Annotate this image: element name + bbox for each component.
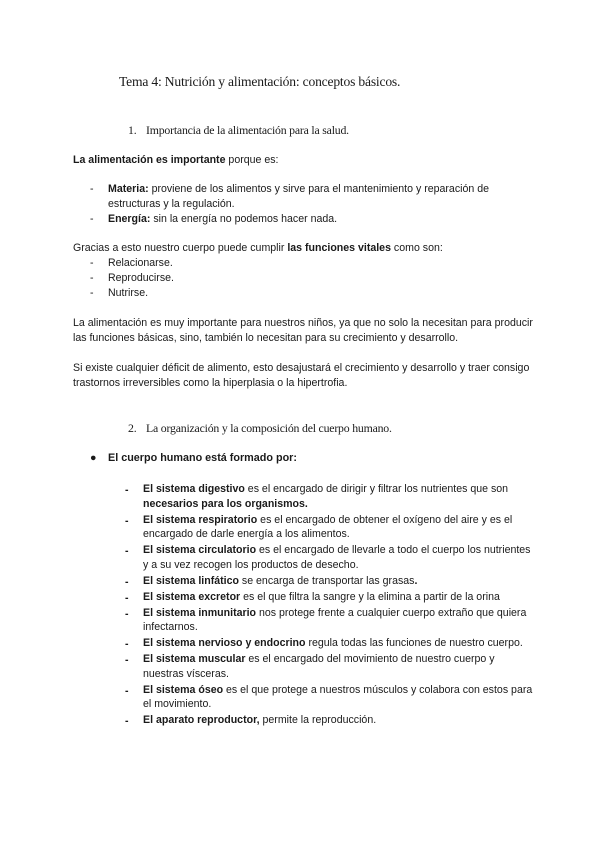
list-item bbox=[125, 513, 535, 542]
paragraph-deficit: Si existe cualquier déficit de alimento, esto desajustará el crecimiento y desarrollo y traer consigo trastornos irreversibles como la hiperplasia o la hipertrofia. bbox=[73, 362, 530, 389]
system-description: es el encargado de dirigir y filtrar los nutrientes que son bbox=[244, 483, 509, 495]
intro-line bbox=[73, 153, 533, 168]
dash-marker: - bbox=[90, 287, 94, 299]
system-description: nos protege frente a cualquier cuerpo extraño que quiera infectarnos. bbox=[143, 606, 527, 634]
gracias-line bbox=[73, 241, 533, 256]
dash-marker: - bbox=[125, 638, 129, 651]
system-name: El sistema digestivo bbox=[143, 483, 245, 495]
dash-marker: - bbox=[125, 715, 129, 728]
system-description: es el que filtra la sangre y la elimina a partir de la orina bbox=[240, 590, 500, 603]
system-name: El sistema muscular bbox=[143, 653, 246, 666]
system-description: es el encargado de obtener el oxígeno del aire y es el encargado de darle energía a los alimentos. bbox=[143, 513, 513, 541]
list-item bbox=[90, 286, 510, 301]
section-2-number: 2. bbox=[128, 421, 137, 435]
list-item bbox=[125, 636, 535, 651]
materia-energia-list bbox=[90, 182, 510, 227]
dash-marker: - bbox=[125, 654, 129, 667]
gracias-after: como son: bbox=[390, 242, 443, 254]
dash-marker: - bbox=[125, 514, 129, 527]
system-name: El sistema linfático bbox=[143, 574, 239, 587]
system-name: El sistema circulatorio bbox=[143, 544, 257, 557]
body-systems-list bbox=[125, 482, 535, 729]
vital-functions-list bbox=[90, 256, 510, 301]
list-item bbox=[125, 590, 535, 605]
list-item-bold: Energía: bbox=[108, 213, 151, 225]
paragraph-importance: La alimentación es muy importante para nuestros niños, ya que no solo la necesitan para producir las funciones básicas, sino, también lo necesitan para su crecimiento y desarrollo. bbox=[73, 317, 533, 344]
dash-marker: - bbox=[125, 545, 129, 558]
list-item bbox=[125, 543, 535, 572]
dash-marker: - bbox=[125, 607, 129, 620]
list-item bbox=[90, 256, 510, 271]
system-name: El sistema inmunitario bbox=[143, 606, 257, 619]
section-1-number: 1. bbox=[128, 123, 137, 137]
bullet-text: El cuerpo humano está formado por: bbox=[108, 452, 297, 464]
system-description: es el que protege a nuestros músculos y colabora con estos para el movimiento. bbox=[143, 683, 533, 711]
bullet-icon: ● bbox=[90, 452, 97, 464]
dash-marker: - bbox=[90, 257, 94, 269]
dash-marker: - bbox=[125, 575, 129, 588]
system-name: El sistema excretor bbox=[143, 590, 241, 603]
system-description: es el encargado del movimiento de nuestro cuerpo y nuestras vísceras. bbox=[143, 653, 495, 680]
list-item bbox=[125, 713, 535, 728]
system-name: El sistema nervioso y endocrino bbox=[143, 637, 306, 650]
intro-rest: porque es: bbox=[225, 154, 279, 166]
gracias-bold: las funciones vitales bbox=[287, 242, 391, 254]
system-description: se encarga de transportar las grasas bbox=[238, 574, 415, 587]
section-2-title: La organización y la composición del cuerpo humano. bbox=[146, 421, 392, 435]
system-name: El sistema respiratorio bbox=[143, 513, 258, 526]
system-bold-tail: . bbox=[414, 574, 418, 587]
system-description: es el encargado de llevarle a todo el cuerpo los nutrientes y a su vez recogen los productos de desecho. bbox=[143, 544, 531, 571]
system-description: regula todas las funciones de nuestro cuerpo. bbox=[305, 637, 523, 650]
list-item-text: sin la energía no podemos hacer nada. bbox=[150, 213, 338, 225]
section-1-title: Importancia de la alimentación para la salud. bbox=[146, 123, 349, 137]
intro-bold: La alimentación es importante bbox=[73, 154, 226, 166]
list-item bbox=[90, 182, 510, 212]
list-item bbox=[125, 683, 535, 712]
list-item-text: Relacionarse. bbox=[108, 257, 173, 269]
dash-marker: - bbox=[90, 272, 94, 284]
document-title: Tema 4: Nutrición y alimentación: conceptos básicos. bbox=[119, 74, 401, 89]
list-item bbox=[90, 212, 510, 227]
system-name: El aparato reproductor, bbox=[143, 714, 260, 727]
list-item-bold: Materia: bbox=[108, 183, 149, 195]
list-item bbox=[90, 271, 510, 286]
dash-marker: - bbox=[90, 213, 94, 225]
dash-marker: - bbox=[125, 484, 129, 496]
list-item-text: Nutrirse. bbox=[108, 287, 149, 299]
dash-marker: - bbox=[125, 684, 129, 697]
list-item-text: Reproducirse. bbox=[108, 272, 174, 284]
list-item bbox=[125, 482, 535, 511]
list-item-text: proviene de los alimentos y sirve para el mantenimiento y reparación de estructuras y la regulación. bbox=[108, 183, 489, 210]
dash-marker: - bbox=[90, 183, 94, 195]
body-composition-bullet bbox=[90, 452, 297, 464]
list-item bbox=[125, 606, 535, 635]
section-1-heading bbox=[128, 123, 349, 138]
gracias-before: Gracias a esto nuestro cuerpo puede cumplir bbox=[73, 242, 288, 254]
system-name: El sistema óseo bbox=[143, 683, 224, 696]
dash-marker: - bbox=[125, 591, 129, 604]
section-2-heading bbox=[128, 421, 392, 436]
system-bold-tail: necesarios para los organismos. bbox=[143, 497, 308, 510]
list-item bbox=[125, 652, 535, 681]
list-item bbox=[125, 574, 535, 589]
system-description: permite la reproducción. bbox=[259, 714, 377, 727]
